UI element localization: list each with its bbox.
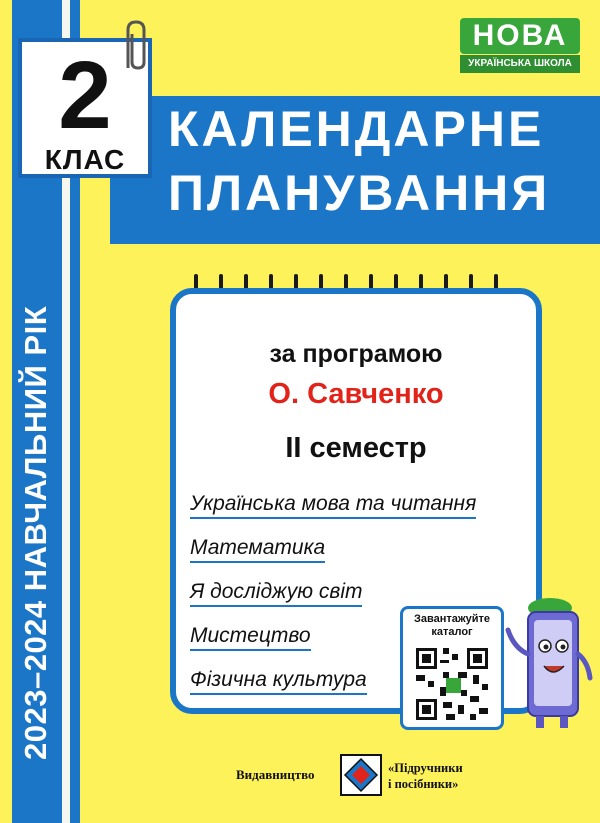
cover-edge [0,0,12,823]
subject-world: Я досліджую світ [190,580,362,607]
author-name: О. Савченко [268,378,444,410]
qr-label [403,613,501,639]
qr-label-line-1: Завантажуйте [413,613,491,625]
publisher-block [236,754,506,800]
publisher-prefix: Видавництво [236,767,315,782]
subject-math: Математика [190,536,325,563]
qr-code-icon[interactable] [413,645,491,723]
grade-number: 2 [58,42,112,149]
subject-pe: Фізична культура [190,668,367,695]
program-prefix: за програмою [269,340,443,368]
nova-ukrainska-shkola-logo [460,18,580,74]
subject-art: Мистецтво [190,624,311,651]
title-line-2: ПЛАНУВАННЯ [168,165,551,221]
qr-label-line-2: каталог [431,626,473,638]
subject-ukrainian: Українська мова та читання [190,492,476,519]
publisher-name-line-1: «Підручники [388,761,463,775]
publisher-name-line-2: і посібники» [388,777,459,791]
title-line-1: КАЛЕНДАРНЕ [168,101,545,157]
phone-mascot-icon [500,594,596,730]
school-year-label: 2023–2024 НАВЧАЛЬНИЙ РІК [18,305,53,760]
paper-clip-icon [118,18,156,74]
semester-label: II семестр [285,432,427,464]
publisher-logo-icon [340,754,382,796]
logo-subtitle: УКРАЇНСЬКА ШКОЛА [460,55,580,73]
grade-label: КЛАС [44,144,126,175]
publisher-name [388,760,463,792]
qr-catalog-box[interactable] [400,606,504,730]
logo-word: НОВА [472,19,568,52]
